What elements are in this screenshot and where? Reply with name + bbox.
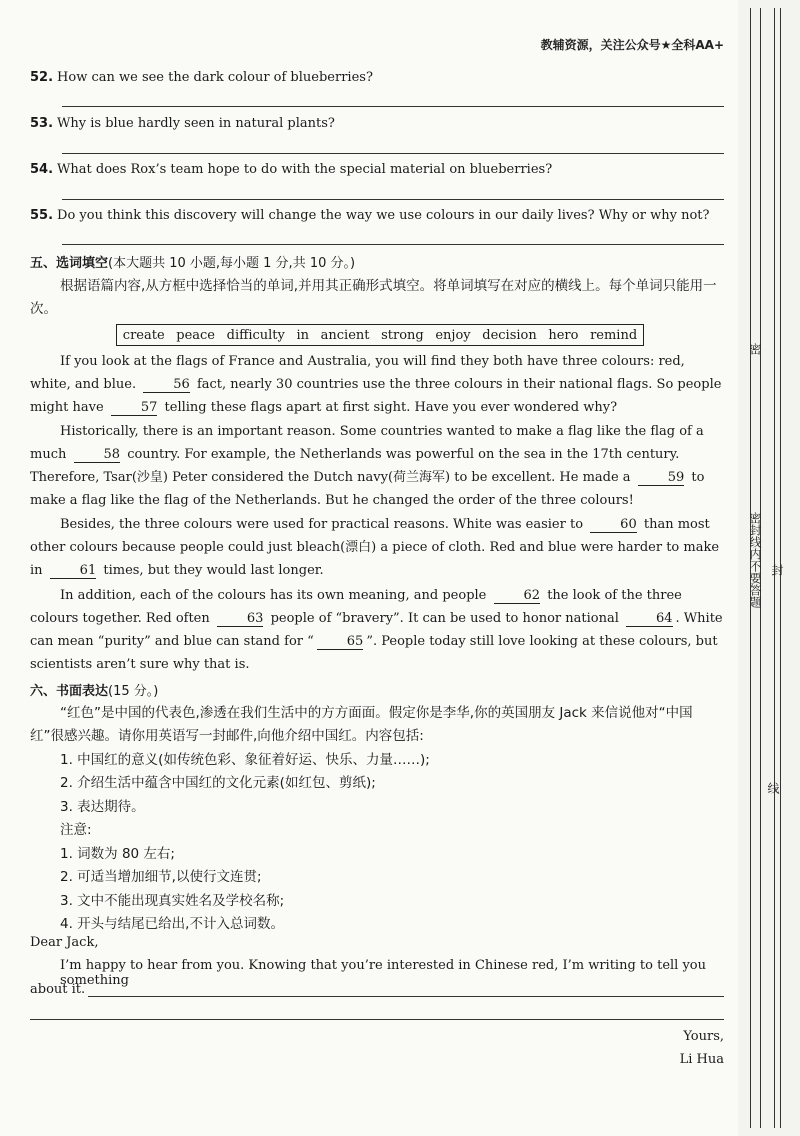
question-53 xyxy=(30,116,335,131)
question-text: What does Rox’s team hope to do with the special material on blueberries? xyxy=(57,162,553,177)
word-box xyxy=(116,324,644,346)
section-note: (15 分。) xyxy=(108,684,159,699)
passage-text: than most other colours because people could just bleach(漂白) a piece of cloth. Red and blue were harder to make in xyxy=(30,517,720,578)
notice-item: 2. 可适当增加细节,以使行文连贯; xyxy=(60,869,262,885)
content-point: 3. 表达期待。 xyxy=(60,799,145,815)
blank-63[interactable]: 63 xyxy=(217,611,264,627)
question-number: 52. xyxy=(30,70,54,85)
notice-item: 4. 开头与结尾已给出,不计入总词数。 xyxy=(60,916,284,932)
writing-line[interactable] xyxy=(30,1019,724,1020)
answer-line[interactable] xyxy=(62,106,724,107)
section6-heading xyxy=(30,680,158,699)
blank-64[interactable]: 64 xyxy=(626,611,673,627)
word: peace xyxy=(176,327,216,343)
word: create xyxy=(122,327,165,343)
blank-59[interactable]: 59 xyxy=(638,470,685,486)
notice-title: 注意: xyxy=(60,822,92,838)
word: strong xyxy=(381,327,424,343)
passage-text: the look of the three colours together. Red often xyxy=(30,588,682,626)
content-point: 1. 中国红的意义(如传统色彩、象征着好运、快乐、力量……); xyxy=(60,752,430,768)
blank-62[interactable]: 62 xyxy=(494,588,541,604)
notice-item: 1. 词数为 80 左右; xyxy=(60,846,175,862)
passage-text: . White can mean “purity” and blue can stand for “ xyxy=(30,611,723,649)
question-55 xyxy=(30,208,709,223)
passage-text: Historically, there is an important reason. Some countries wanted to make a flag like the flag of a much xyxy=(30,424,704,462)
question-text: How can we see the dark colour of blueberries? xyxy=(57,70,373,85)
word: remind xyxy=(590,327,638,343)
section-note: (本大题共 10 小题,每小题 1 分,共 10 分。) xyxy=(108,256,356,271)
question-number: 54. xyxy=(30,162,54,177)
word: ancient xyxy=(320,327,370,343)
letter-opening: I’m happy to hear from you. Knowing that you’re interested in Chinese red, I’m writing to tell you something xyxy=(60,958,707,988)
question-text: Why is blue hardly seen in natural plants? xyxy=(57,116,335,131)
notice-item: 3. 文中不能出现真实姓名及学校名称; xyxy=(60,893,285,909)
passage-text: to make a flag like the flag of the Netherlands. But he changed the order of the three colours! xyxy=(30,470,705,508)
passage-text: If you look at the flags of France and Australia, you will find they both have three colours: red, white, and blue. xyxy=(30,354,685,392)
passage-text: ”. People today still love looking at these colours, but scientists aren’t sure why that is. xyxy=(30,634,718,672)
seal-mark-bottom: 线 xyxy=(766,782,780,794)
letter-signature: Li Hua xyxy=(679,1052,724,1067)
passage-paragraph-1 xyxy=(30,350,725,419)
section5-instruction: 根据语篇内容,从方框中选择恰当的单词,并用其正确形式填空。将单词填写在对应的横线上。每个单词只能用一次。 xyxy=(30,278,717,317)
answer-line[interactable] xyxy=(62,153,724,154)
header-note: 教辅资源，关注公众号★全科AA+ xyxy=(540,38,724,52)
word: difficulty xyxy=(226,327,285,343)
blank-65[interactable]: 65 xyxy=(317,634,364,650)
blank-58[interactable]: 58 xyxy=(74,447,121,463)
blank-56[interactable]: 56 xyxy=(143,377,190,393)
passage-text: In addition, each of the colours has its own meaning, and people xyxy=(60,588,487,603)
blank-60[interactable]: 60 xyxy=(590,517,637,533)
seal-mark-top: 密 xyxy=(748,343,762,355)
seal-mark: 封 xyxy=(770,564,784,576)
section-title: 五、选词填空 xyxy=(30,256,109,271)
question-number: 53. xyxy=(30,116,54,131)
passage-text: times, but they would last longer. xyxy=(103,563,324,578)
passage-text: Besides, the three colours were used for practical reasons. White was easier to xyxy=(60,517,584,532)
answer-line[interactable] xyxy=(62,199,724,200)
seal-warning: 密封线内不要答题 xyxy=(748,512,762,608)
word: decision xyxy=(482,327,537,343)
letter-closing: Yours, xyxy=(683,1029,724,1044)
question-52 xyxy=(30,70,373,85)
word: enjoy xyxy=(435,327,471,343)
blank-57[interactable]: 57 xyxy=(111,400,158,416)
section6-intro: “红色”是中国的代表色,渗透在我们生活中的方方面面。假定你是李华,你的英国朋友 Jack 来信说他对“中国红”很感兴趣。请你用英语写一封邮件,向他介绍中国红。内容包括: xyxy=(30,705,693,744)
word: in xyxy=(296,327,310,343)
passage-text: telling these flags apart at first sight. Have you ever wondered why? xyxy=(164,400,618,415)
passage-paragraph-4 xyxy=(30,584,725,676)
question-54 xyxy=(30,162,552,177)
letter-opening-end: about it. xyxy=(30,982,86,997)
question-number: 55. xyxy=(30,208,54,223)
passage-paragraph-3 xyxy=(30,513,725,582)
letter-salutation: Dear Jack, xyxy=(30,935,99,950)
passage-text: fact, nearly 30 countries use the three colours in their national flags. So people might have xyxy=(30,377,722,415)
passage-text: country. For example, the Netherlands was powerful on the sea in the 17th century. Therefore, Tsar(沙皇) Peter considered the Dutch navy(荷兰海军) to be excellent. He made a xyxy=(30,447,680,485)
passage-paragraph-2 xyxy=(30,420,725,512)
section-title: 六、书面表达 xyxy=(30,684,109,699)
word: hero xyxy=(548,327,579,343)
content-point: 2. 介绍生活中蕴含中国红的文化元素(如红包、剪纸); xyxy=(60,775,376,791)
writing-line[interactable] xyxy=(88,996,724,997)
passage-text: people of “bravery”. It can be used to honor national xyxy=(270,611,619,626)
section5-heading xyxy=(30,252,355,271)
question-text: Do you think this discovery will change the way we use colours in our daily lives? Why or why not? xyxy=(57,208,710,223)
answer-line[interactable] xyxy=(62,244,724,245)
blank-61[interactable]: 61 xyxy=(50,563,97,579)
